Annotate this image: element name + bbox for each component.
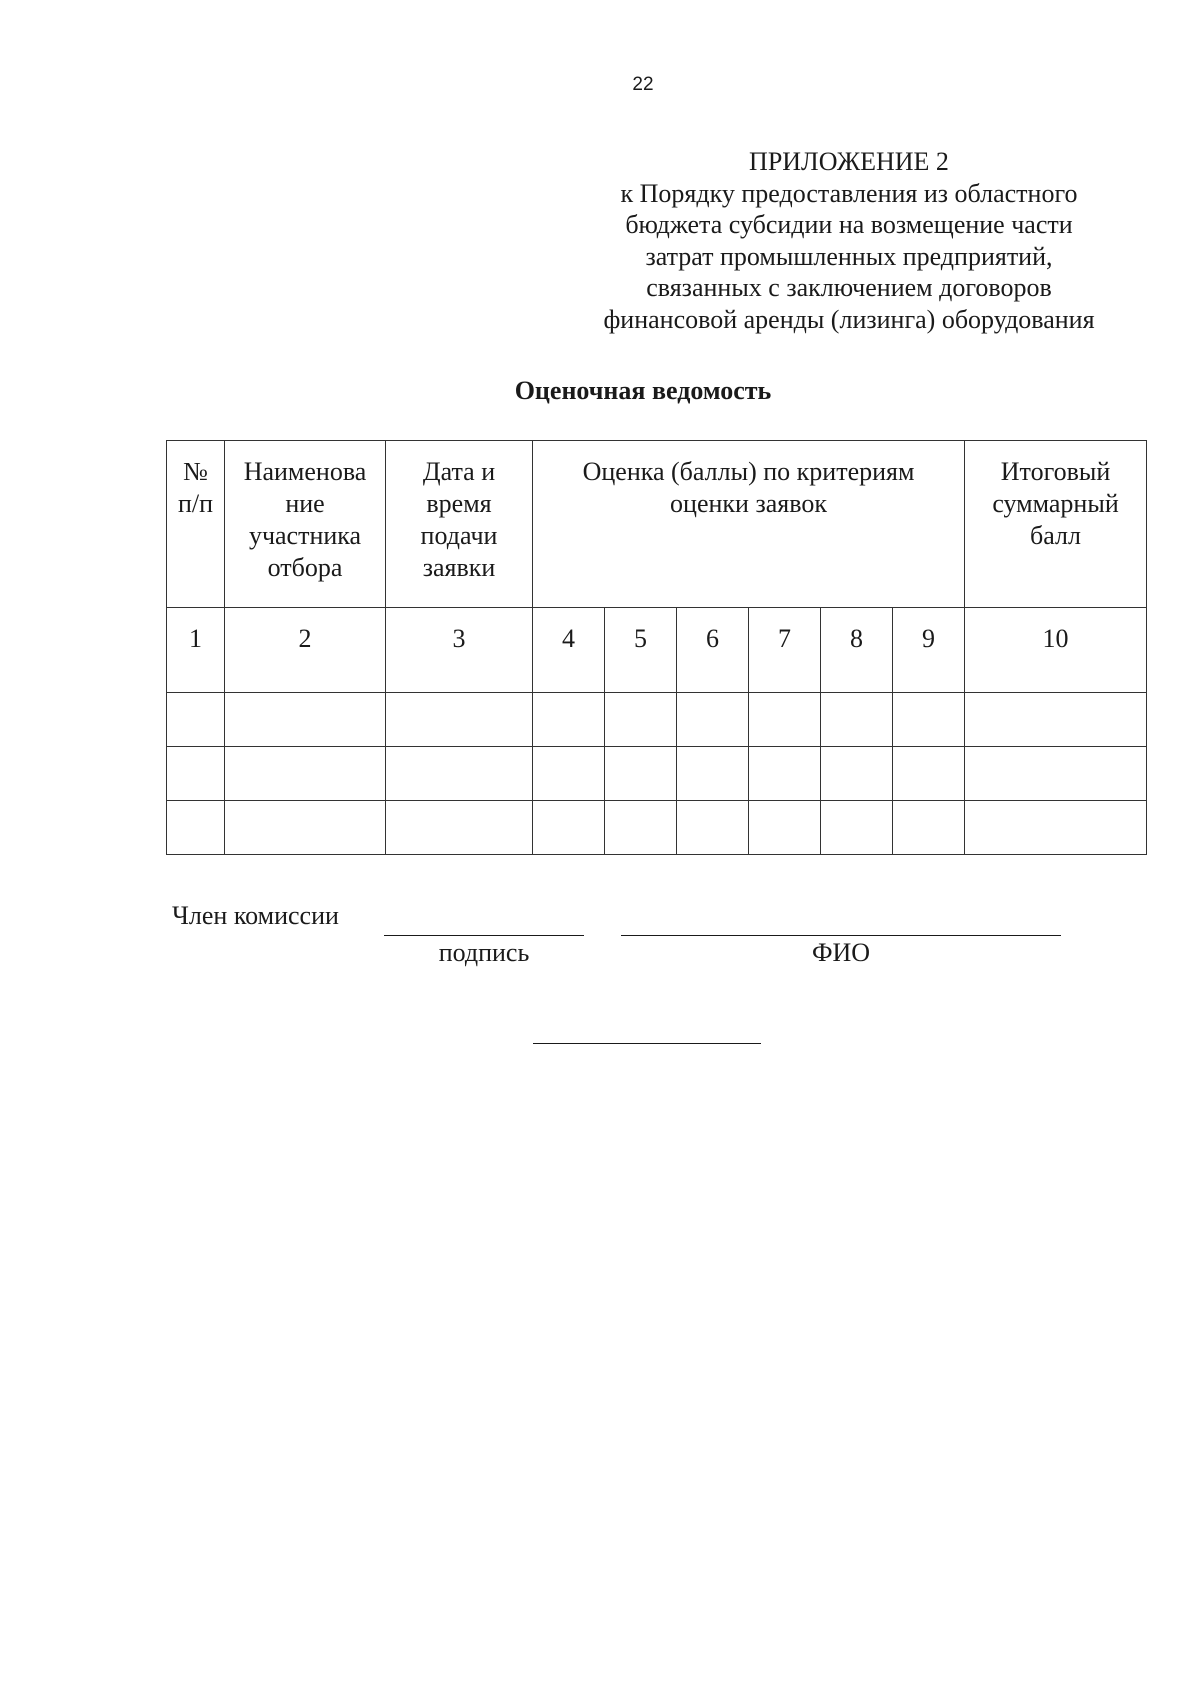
appendix-line: связанных с заключением договоров bbox=[646, 273, 1052, 302]
column-number: 8 bbox=[821, 608, 893, 693]
table-cell bbox=[386, 801, 533, 855]
table-cell bbox=[605, 693, 677, 747]
closing-divider-line bbox=[533, 1043, 761, 1044]
document-title: Оценочная ведомость bbox=[514, 376, 772, 405]
header-participant-name: Наименова ние участника отбора bbox=[225, 441, 386, 608]
table-cell bbox=[167, 801, 225, 855]
table-cell bbox=[167, 693, 225, 747]
table-cell bbox=[533, 747, 605, 801]
table-cell bbox=[225, 693, 386, 747]
table-cell bbox=[749, 747, 821, 801]
page-number: 22 bbox=[632, 74, 654, 95]
column-number: 7 bbox=[749, 608, 821, 693]
column-number: 6 bbox=[677, 608, 749, 693]
table-cell bbox=[605, 801, 677, 855]
table-cell bbox=[605, 747, 677, 801]
column-number: 5 bbox=[605, 608, 677, 693]
table-cell bbox=[677, 801, 749, 855]
table-cell bbox=[893, 747, 965, 801]
column-number: 1 bbox=[167, 608, 225, 693]
table-cell bbox=[225, 801, 386, 855]
table-cell bbox=[533, 801, 605, 855]
table-cell bbox=[893, 693, 965, 747]
appendix-line: финансовой аренды (лизинга) оборудования bbox=[603, 304, 1095, 334]
column-number: 3 bbox=[386, 608, 533, 693]
appendix-line: затрат промышленных предприятий, bbox=[645, 241, 1053, 271]
table-cell bbox=[749, 801, 821, 855]
table-cell bbox=[386, 693, 533, 747]
appendix-line: к Порядку предоставления из областного bbox=[620, 178, 1078, 208]
table-cell bbox=[821, 801, 893, 855]
appendix-title: ПРИЛОЖЕНИЕ 2 bbox=[749, 147, 949, 176]
commission-member-label: Член комиссии bbox=[172, 901, 339, 930]
table-cell bbox=[749, 693, 821, 747]
header-submission-datetime: Дата и время подачи заявки bbox=[386, 441, 533, 608]
full-name-caption: ФИО bbox=[811, 938, 871, 967]
evaluation-table bbox=[166, 440, 1147, 855]
signature-caption: подпись bbox=[438, 938, 530, 967]
table-cell bbox=[677, 693, 749, 747]
table-header-row bbox=[167, 441, 1147, 608]
table-cell bbox=[167, 747, 225, 801]
table-cell bbox=[893, 801, 965, 855]
table-cell bbox=[386, 747, 533, 801]
full-name-line bbox=[621, 935, 1061, 936]
header-number: № п/п bbox=[167, 441, 225, 608]
column-number: 2 bbox=[225, 608, 386, 693]
table-row bbox=[167, 693, 1147, 747]
column-number: 10 bbox=[965, 608, 1147, 693]
table-cell bbox=[965, 801, 1147, 855]
table-cell bbox=[533, 693, 605, 747]
signature-line bbox=[384, 935, 584, 936]
column-number: 9 bbox=[893, 608, 965, 693]
header-total-score: Итоговый суммарный балл bbox=[965, 441, 1147, 608]
header-criteria-scores: Оценка (баллы) по критериям оценки заявок bbox=[533, 441, 965, 608]
table-cell bbox=[965, 747, 1147, 801]
column-number-row bbox=[167, 608, 1147, 693]
table-cell bbox=[821, 747, 893, 801]
table-cell bbox=[225, 747, 386, 801]
table-row bbox=[167, 801, 1147, 855]
table-cell bbox=[965, 693, 1147, 747]
appendix-heading bbox=[555, 146, 1143, 335]
appendix-line: бюджета субсидии на возмещение части bbox=[625, 210, 1073, 239]
column-number: 4 bbox=[533, 608, 605, 693]
table-cell bbox=[677, 747, 749, 801]
table-row bbox=[167, 747, 1147, 801]
table-cell bbox=[821, 693, 893, 747]
